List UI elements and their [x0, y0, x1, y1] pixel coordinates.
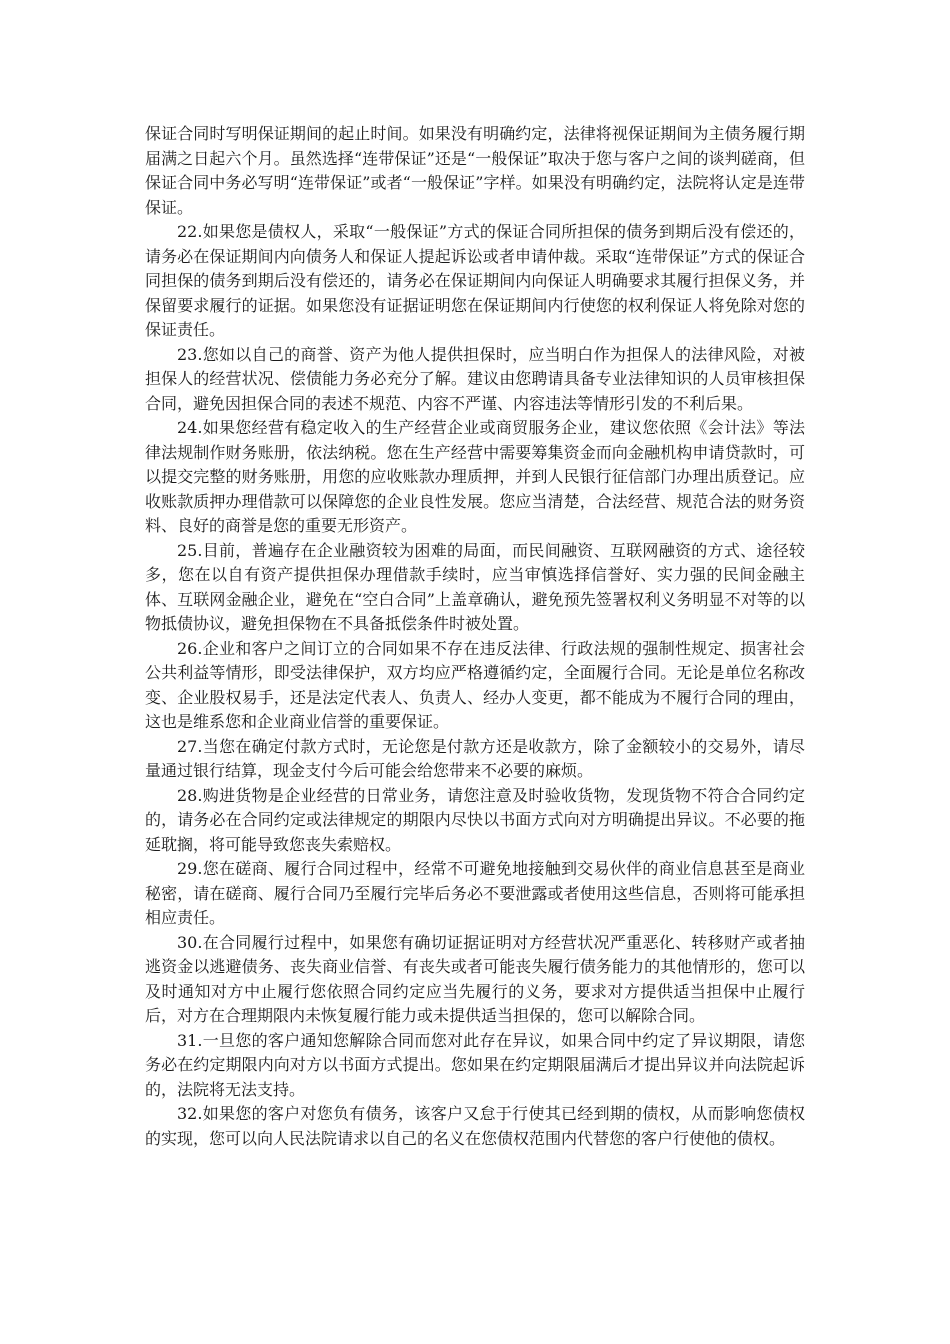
paragraph-22: 22.如果您是债权人，采取“一般保证”方式的保证合同所担保的债务到期后没有偿还的，请务必在保证期间内向债务人和保证人提起诉讼或者申请仲裁。采取“连带保证”方式的保证合同担保的债务到期后没有偿还的，请务必在保证期间内向保证人明确要求其履行担保义务，并保留要求履行的证据。如果您没有证据证明您在保证期间内行使您的权利保证人将免除对您的保证责任。 [145, 222, 805, 339]
paragraph-continuation: 保证合同时写明保证期间的起止时间。如果没有明确约定，法律将视保证期间为主债务履行期届满之日起六个月。虽然选择“连带保证”还是“一般保证”取决于您与客户之间的谈判磋商，但保证合同中务必写明“连带保证”或者“一般保证”字样。如果没有明确约定，法院将认定是连带保证。 [145, 124, 805, 217]
paragraph-25: 25.目前，普遍存在企业融资较为困难的局面，而民间融资、互联网融资的方式、途径较多，您在以自有资产提供担保办理借款手续时，应当审慎选择信誉好、实力强的民间金融主体、互联网金融企业，避免在“空白合同”上盖章确认，避免预先签署权利义务明显不对等的以物抵债协议，避免担保物在不具备抵偿条件时被处置。 [145, 540, 805, 633]
paragraph-31: 31.一旦您的客户通知您解除合同而您对此存在异议，如果合同中约定了异议期限，请您务必在约定期限内向对方以书面方式提出。您如果在约定期限届满后才提出异议并向法院起诉的，法院将无法支持。 [145, 1030, 805, 1099]
paragraph-23: 23.您如以自己的商誉、资产为他人提供担保时，应当明白作为担保人的法律风险，对被担保人的经营状况、偿债能力务必充分了解。建议由您聘请具备专业法律知识的人员审核担保合同，避免因担保合同的表述不规范、内容不严谨、内容违法等情形引发的不利后果。 [145, 344, 805, 413]
paragraph-32: 32.如果您的客户对您负有债务，该客户又怠于行使其已经到期的债权，从而影响您债权的实现，您可以向人民法院请求以自己的名义在您债权范围内代替您的客户行使他的债权。 [145, 1104, 805, 1148]
paragraph-27: 27.当您在确定付款方式时，无论您是付款方还是收款方，除了金额较小的交易外，请尽量通过银行结算，现金支付今后可能会给您带来不必要的麻烦。 [145, 736, 805, 780]
paragraph-26: 26.企业和客户之间订立的合同如果不存在违反法律、行政法规的强制性规定、损害社会公共利益等情形，即受法律保护，双方均应严格遵循约定，全面履行合同。无论是单位名称改变、企业股权易手，还是法定代表人、负责人、经办人变更，都不能成为不履行合同的理由，这也是维系您和企业商业信誉的重要保证。 [145, 638, 805, 731]
document-body [145, 122, 805, 1151]
paragraph-28: 28.购进货物是企业经营的日常业务，请您注意及时验收货物，发现货物不符合合同约定的，请务必在合同约定或法律规定的期限内尽快以书面方式向对方明确提出异议。不必要的拖延耽搁，将可能导致您丧失索赔权。 [145, 785, 805, 854]
paragraph-29: 29.您在磋商、履行合同过程中，经常不可避免地接触到交易伙伴的商业信息甚至是商业秘密，请在磋商、履行合同乃至履行完毕后务必不要泄露或者使用这些信息，否则将可能承担相应责任。 [145, 859, 805, 927]
paragraph-24: 24.如果您经营有稳定收入的生产经营企业或商贸服务企业，建议您依照《会计法》等法律法规制作财务账册，依法纳税。您在生产经营中需要筹集资金而向金融机构申请贷款时，可以提交完整的财务账册，用您的应收账款办理质押，并到人民银行征信部门办理出质登记。应收账款质押办理借款可以保障您的企业良性发展。您应当清楚，合法经营、规范合法的财务资料、良好的商誉是您的重要无形资产。 [145, 418, 805, 535]
paragraph-30: 30.在合同履行过程中，如果您有确切证据证明对方经营状况严重恶化、转移财产或者抽逃资金以逃避债务、丧失商业信誉、有丧失或者可能丧失履行债务能力的其他情形的，您可以及时通知对方中止履行您依照合同约定应当先履行的义务，要求对方提供适当担保中止履行后，对方在合理期限内未恢复履行能力或未提供适当担保的，您可以解除合同。 [145, 932, 805, 1025]
